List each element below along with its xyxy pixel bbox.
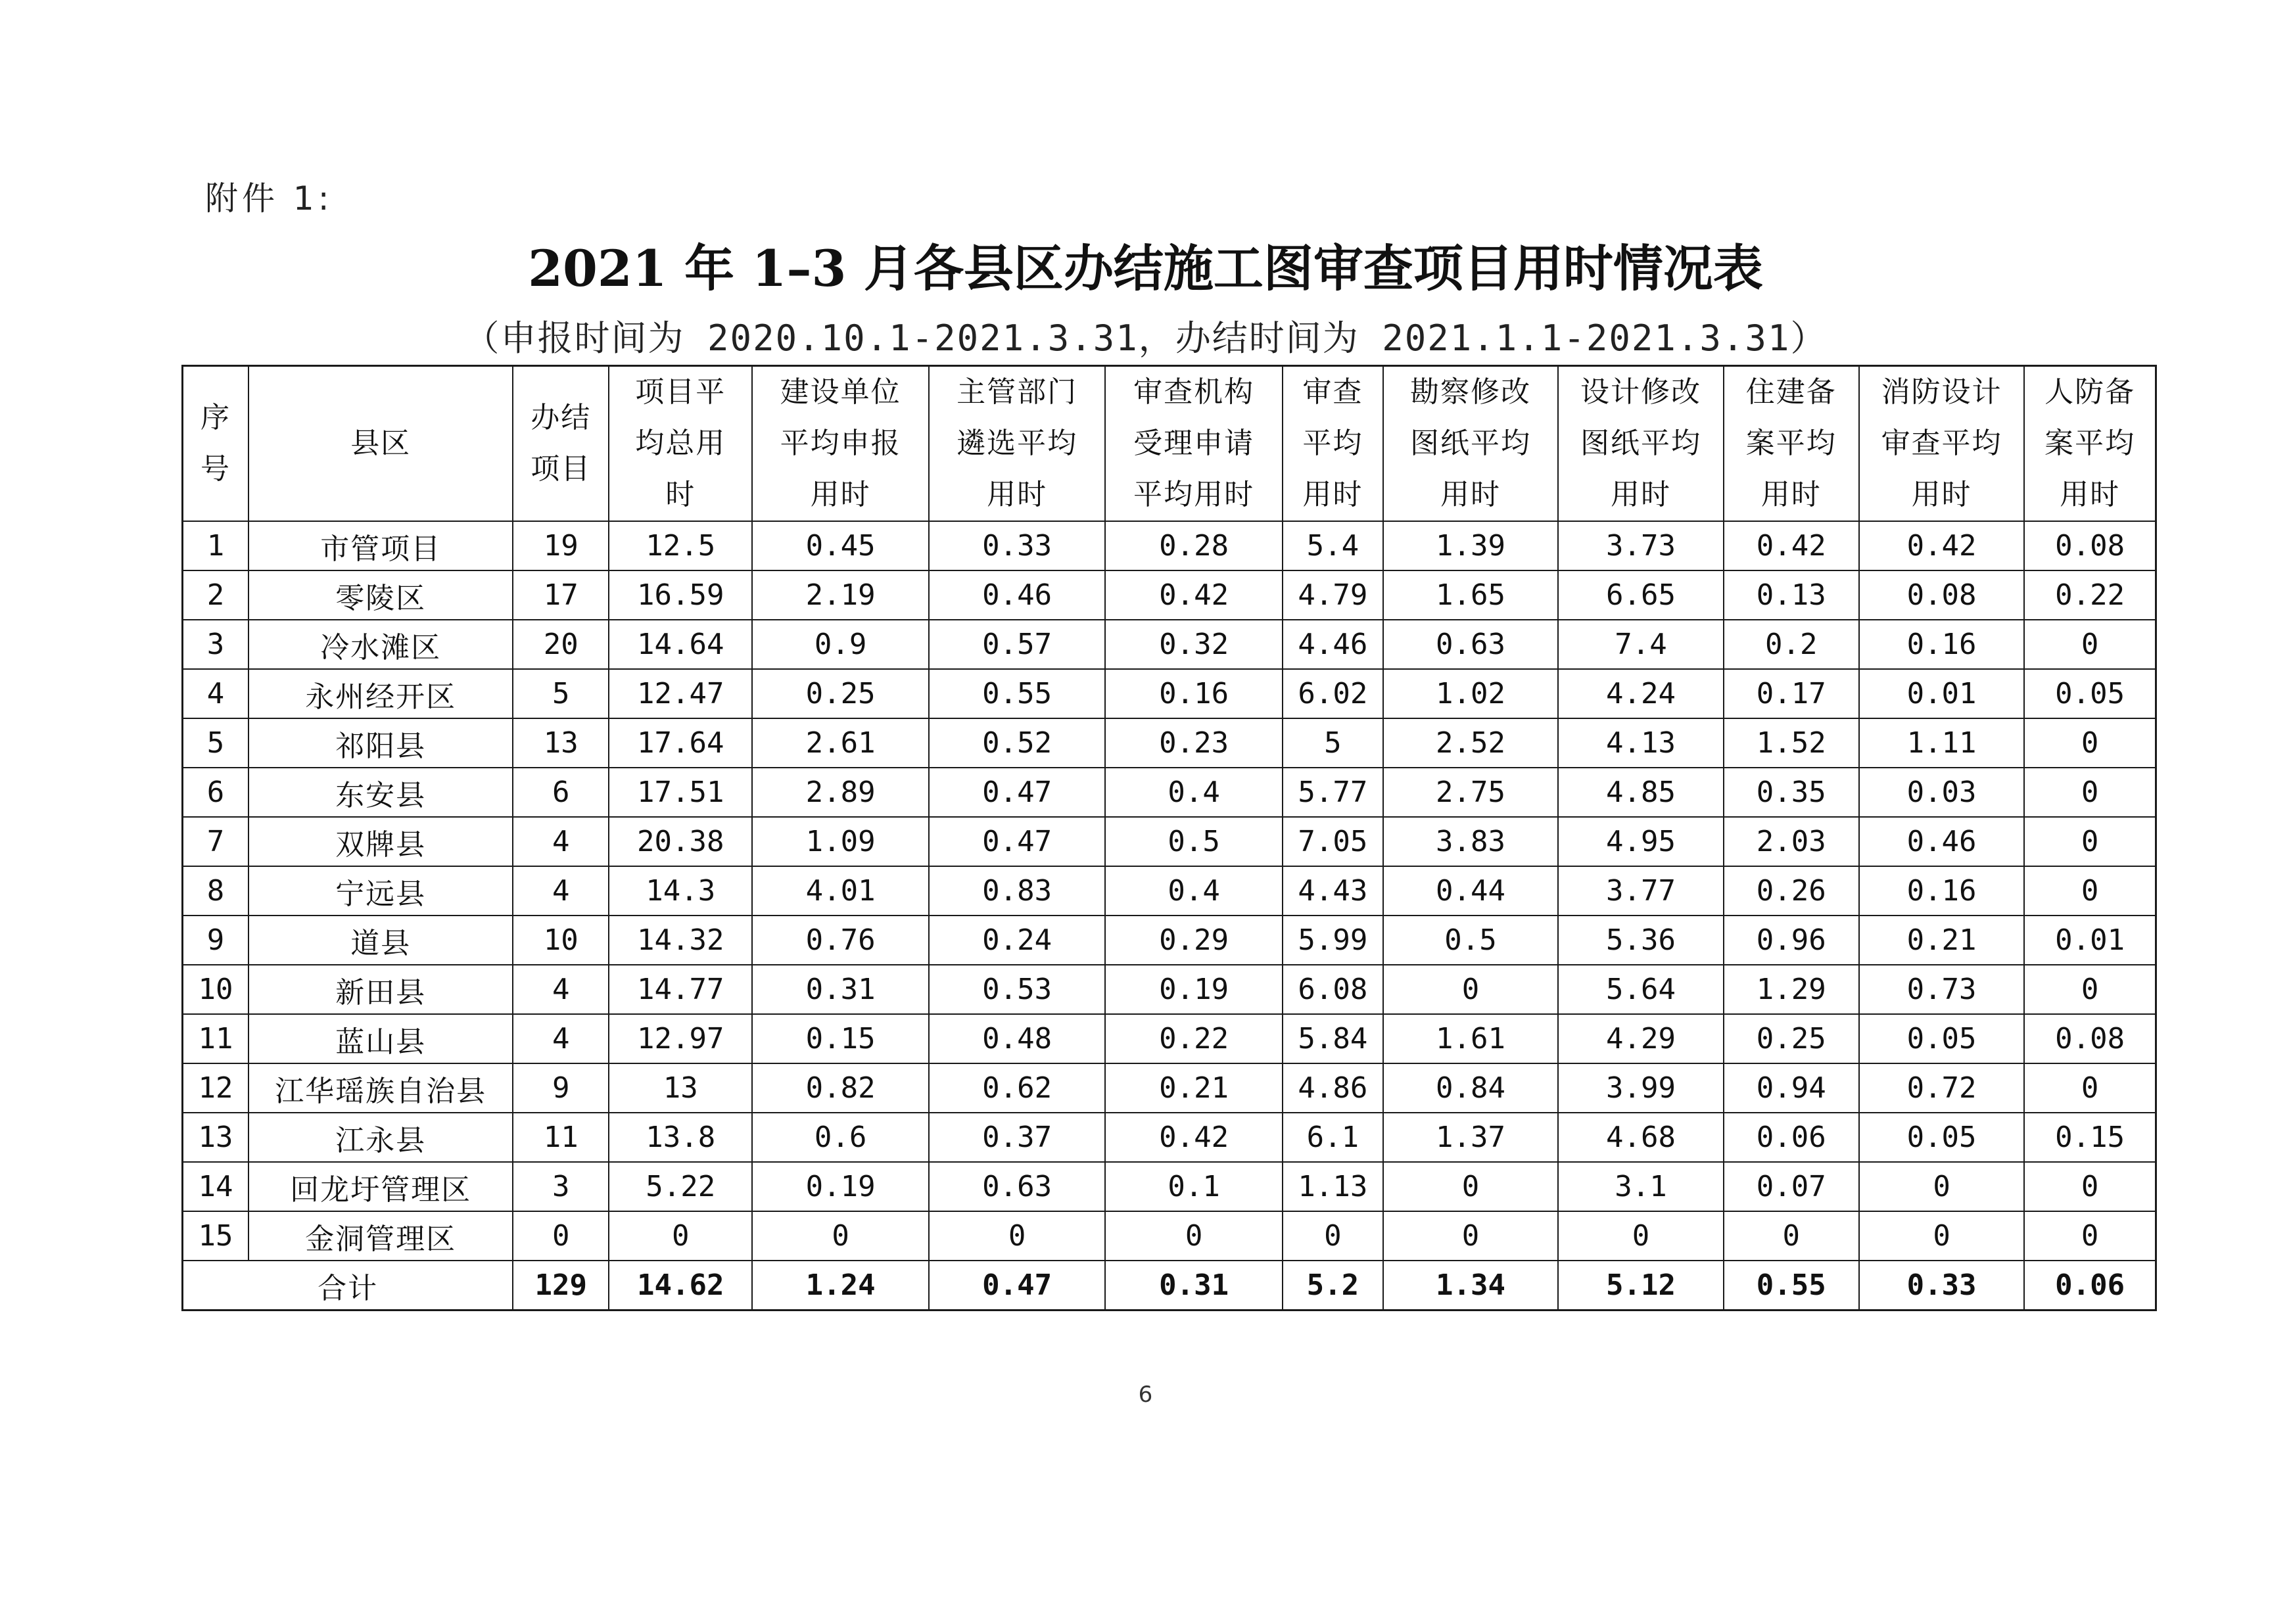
- value-cell: 0.26: [1724, 866, 1859, 916]
- value-cell: 2.19: [752, 570, 929, 620]
- total-value-cell: 1.34: [1383, 1261, 1559, 1311]
- column-header-line: 均总用: [635, 427, 726, 460]
- table-row: [183, 965, 2156, 1014]
- value-cell: 0: [2024, 718, 2156, 768]
- total-row: [183, 1261, 2156, 1311]
- value-cell: 2.75: [1383, 768, 1559, 817]
- value-cell: 4.95: [1558, 817, 1723, 866]
- value-cell: 0.01: [1859, 669, 2024, 718]
- value-cell: 0.52: [929, 718, 1106, 768]
- value-cell: 5: [513, 669, 609, 718]
- value-cell: 2.03: [1724, 817, 1859, 866]
- value-cell: 7.4: [1558, 620, 1723, 669]
- column-header-line: 审查: [1302, 375, 1363, 409]
- value-cell: 0: [1724, 1211, 1859, 1261]
- column-header-line: 用时: [2060, 478, 2121, 511]
- value-cell: 2.89: [752, 768, 929, 817]
- column-header-line: 主管部门: [957, 375, 1078, 409]
- value-cell: 1.52: [1724, 718, 1859, 768]
- value-cell: 0.37: [929, 1113, 1106, 1162]
- table-row: [183, 1014, 2156, 1063]
- value-cell: 1.37: [1383, 1113, 1559, 1162]
- value-cell: 0.47: [929, 768, 1106, 817]
- column-header-line: 勘察修改: [1410, 375, 1532, 409]
- value-cell: 14.64: [609, 620, 752, 669]
- value-cell: 0.4: [1105, 866, 1283, 916]
- row-index-cell: 14: [183, 1162, 249, 1211]
- value-cell: 4.24: [1558, 669, 1723, 718]
- value-cell: 17.64: [609, 718, 752, 768]
- row-index-cell: 11: [183, 1014, 249, 1063]
- value-cell: 5.64: [1558, 965, 1723, 1014]
- county-name-cell: 道县: [248, 916, 513, 965]
- value-cell: 0: [1105, 1211, 1283, 1261]
- column-header-line: 图纸平均: [1410, 427, 1532, 460]
- column-header-line: 审查机构: [1133, 375, 1255, 409]
- value-cell: 0: [1383, 1162, 1559, 1211]
- value-cell: 3.99: [1558, 1063, 1723, 1113]
- value-cell: 0.4: [1105, 768, 1283, 817]
- value-cell: 0.5: [1105, 817, 1283, 866]
- county-name-cell: 新田县: [248, 965, 513, 1014]
- value-cell: 0: [2024, 1162, 2156, 1211]
- column-header-line: 时: [665, 478, 696, 511]
- value-cell: 0.08: [2024, 521, 2156, 570]
- value-cell: 0.05: [2024, 669, 2156, 718]
- value-cell: 4.85: [1558, 768, 1723, 817]
- row-index-cell: 12: [183, 1063, 249, 1113]
- value-cell: 0.76: [752, 916, 929, 965]
- value-cell: 10: [513, 916, 609, 965]
- value-cell: 3.77: [1558, 866, 1723, 916]
- attachment-label: 附件 1:: [205, 179, 333, 218]
- county-name-cell: 祁阳县: [248, 718, 513, 768]
- value-cell: 5.4: [1283, 521, 1383, 570]
- value-cell: 0.1: [1105, 1162, 1283, 1211]
- county-name-cell: 江永县: [248, 1113, 513, 1162]
- column-header-line: 用时: [1302, 478, 1363, 511]
- column-header-line: 平均用时: [1133, 478, 1255, 511]
- statistics-table: [181, 365, 2157, 1311]
- county-name-cell: 双牌县: [248, 817, 513, 866]
- value-cell: 0.44: [1383, 866, 1559, 916]
- column-header-line: 用时: [1610, 478, 1671, 511]
- total-value-cell: 0.33: [1859, 1261, 2024, 1311]
- value-cell: 0.25: [752, 669, 929, 718]
- column-header-line: 消防设计: [1881, 375, 2002, 409]
- column-header-line: 办结: [531, 401, 592, 434]
- column-header-line: 案平均: [2044, 427, 2136, 460]
- value-cell: 0: [2024, 1211, 2156, 1261]
- value-cell: 2.52: [1383, 718, 1559, 768]
- value-cell: 0: [513, 1211, 609, 1261]
- value-cell: 0.5: [1383, 916, 1559, 965]
- table-body: [183, 521, 2156, 1311]
- column-header-line: 人防备: [2044, 375, 2136, 409]
- column-header-line: 建设单位: [780, 375, 901, 409]
- column-header-line: 用时: [1911, 478, 1972, 511]
- value-cell: 0.13: [1724, 570, 1859, 620]
- county-name-cell: 永州经开区: [248, 669, 513, 718]
- value-cell: 0.42: [1105, 570, 1283, 620]
- total-value-cell: 0.06: [2024, 1261, 2156, 1311]
- value-cell: 1.61: [1383, 1014, 1559, 1063]
- value-cell: 0.25: [1724, 1014, 1859, 1063]
- value-cell: 0: [2024, 1063, 2156, 1113]
- value-cell: 5.36: [1558, 916, 1723, 965]
- value-cell: 12.97: [609, 1014, 752, 1063]
- column-header-line: 项目: [531, 452, 592, 486]
- value-cell: 5: [1283, 718, 1383, 768]
- value-cell: 12.47: [609, 669, 752, 718]
- value-cell: 0.62: [929, 1063, 1106, 1113]
- value-cell: 3: [513, 1162, 609, 1211]
- county-name-cell: 回龙圩管理区: [248, 1162, 513, 1211]
- value-cell: 0.2: [1724, 620, 1859, 669]
- row-index-cell: 8: [183, 866, 249, 916]
- value-cell: 0: [1383, 965, 1559, 1014]
- value-cell: 0.16: [1859, 620, 2024, 669]
- table-row: [183, 768, 2156, 817]
- row-index-cell: 9: [183, 916, 249, 965]
- value-cell: 0.03: [1859, 768, 2024, 817]
- column-header-line: 平均: [1302, 427, 1363, 460]
- value-cell: 17.51: [609, 768, 752, 817]
- value-cell: 0.84: [1383, 1063, 1559, 1113]
- value-cell: 0.42: [1724, 521, 1859, 570]
- document-subtitle: （申报时间为 2020.10.1-2021.3.31，办结时间为 2021.1.1-2021.3.31）: [463, 317, 1828, 359]
- value-cell: 4.79: [1283, 570, 1383, 620]
- table-row: [183, 718, 2156, 768]
- value-cell: 0.19: [752, 1162, 929, 1211]
- column-header-line: 用时: [810, 478, 871, 511]
- column-header-line: 设计修改: [1580, 375, 1701, 409]
- column-header: [929, 366, 1106, 522]
- row-index-cell: 13: [183, 1113, 249, 1162]
- value-cell: 0.15: [2024, 1113, 2156, 1162]
- value-cell: 13.8: [609, 1113, 752, 1162]
- county-name-cell: 宁远县: [248, 866, 513, 916]
- value-cell: 0: [929, 1211, 1106, 1261]
- value-cell: 1.29: [1724, 965, 1859, 1014]
- value-cell: 0.35: [1724, 768, 1859, 817]
- column-header: [513, 366, 609, 522]
- value-cell: 0.53: [929, 965, 1106, 1014]
- value-cell: 0.32: [1105, 620, 1283, 669]
- value-cell: 0.16: [1105, 669, 1283, 718]
- value-cell: 0.83: [929, 866, 1106, 916]
- value-cell: 6.1: [1283, 1113, 1383, 1162]
- value-cell: 0.6: [752, 1113, 929, 1162]
- total-value-cell: 129: [513, 1261, 609, 1311]
- value-cell: 0.07: [1724, 1162, 1859, 1211]
- row-index-cell: 6: [183, 768, 249, 817]
- row-index-cell: 10: [183, 965, 249, 1014]
- value-cell: 0.21: [1859, 916, 2024, 965]
- total-value-cell: 0.55: [1724, 1261, 1859, 1311]
- value-cell: 6: [513, 768, 609, 817]
- value-cell: 14.77: [609, 965, 752, 1014]
- value-cell: 0.24: [929, 916, 1106, 965]
- value-cell: 1.65: [1383, 570, 1559, 620]
- total-value-cell: 1.24: [752, 1261, 929, 1311]
- value-cell: 0.17: [1724, 669, 1859, 718]
- county-name-cell: 冷水滩区: [248, 620, 513, 669]
- column-header-line: 受理申请: [1133, 427, 1255, 460]
- value-cell: 0.63: [929, 1162, 1106, 1211]
- value-cell: 0.21: [1105, 1063, 1283, 1113]
- total-label-cell: 合计: [183, 1261, 513, 1311]
- value-cell: 20.38: [609, 817, 752, 866]
- column-header: [1383, 366, 1559, 522]
- column-header-line: 用时: [1760, 478, 1822, 511]
- county-name-cell: 零陵区: [248, 570, 513, 620]
- table-row: [183, 620, 2156, 669]
- value-cell: 0.63: [1383, 620, 1559, 669]
- value-cell: 6.02: [1283, 669, 1383, 718]
- column-header-line: 图纸平均: [1580, 427, 1701, 460]
- document-title: 2021 年 1–3 月各县区办结施工图审查项目用时情况表: [528, 239, 1763, 298]
- column-header-line: 遴选平均: [957, 427, 1078, 460]
- value-cell: 7.05: [1283, 817, 1383, 866]
- value-cell: 1.09: [752, 817, 929, 866]
- column-header: [1558, 366, 1723, 522]
- value-cell: 0: [609, 1211, 752, 1261]
- value-cell: 0.9: [752, 620, 929, 669]
- value-cell: 1.11: [1859, 718, 2024, 768]
- table-row: [183, 1162, 2156, 1211]
- value-cell: 0.22: [2024, 570, 2156, 620]
- value-cell: 5.22: [609, 1162, 752, 1211]
- column-header: [2024, 366, 2156, 522]
- value-cell: 0: [2024, 866, 2156, 916]
- table-row: [183, 1211, 2156, 1261]
- value-cell: 2.61: [752, 718, 929, 768]
- value-cell: 0.33: [929, 521, 1106, 570]
- value-cell: 0.48: [929, 1014, 1106, 1063]
- value-cell: 13: [513, 718, 609, 768]
- table-row: [183, 1063, 2156, 1113]
- value-cell: 4.13: [1558, 718, 1723, 768]
- value-cell: 0.72: [1859, 1063, 2024, 1113]
- value-cell: 0.01: [2024, 916, 2156, 965]
- value-cell: 0.29: [1105, 916, 1283, 965]
- row-index-cell: 7: [183, 817, 249, 866]
- value-cell: 1.39: [1383, 521, 1559, 570]
- page-number: 6: [1138, 1381, 1153, 1408]
- value-cell: 19: [513, 521, 609, 570]
- value-cell: 14.32: [609, 916, 752, 965]
- table-row: [183, 866, 2156, 916]
- column-header-line: 项目平: [635, 375, 726, 409]
- value-cell: 4.01: [752, 866, 929, 916]
- value-cell: 4: [513, 866, 609, 916]
- value-cell: 5.84: [1283, 1014, 1383, 1063]
- value-cell: 0.55: [929, 669, 1106, 718]
- value-cell: 0.05: [1859, 1113, 2024, 1162]
- total-value-cell: 14.62: [609, 1261, 752, 1311]
- value-cell: 3.83: [1383, 817, 1559, 866]
- value-cell: 0.42: [1859, 521, 2024, 570]
- value-cell: 0: [1383, 1211, 1559, 1261]
- value-cell: 0: [1859, 1211, 2024, 1261]
- table-row: [183, 521, 2156, 570]
- value-cell: 11: [513, 1113, 609, 1162]
- value-cell: 0.47: [929, 817, 1106, 866]
- column-header: [248, 366, 513, 522]
- value-cell: 9: [513, 1063, 609, 1113]
- value-cell: 0: [2024, 965, 2156, 1014]
- county-name-cell: 金洞管理区: [248, 1211, 513, 1261]
- total-value-cell: 5.12: [1558, 1261, 1723, 1311]
- value-cell: 5.99: [1283, 916, 1383, 965]
- value-cell: 4.86: [1283, 1063, 1383, 1113]
- column-header: [1105, 366, 1283, 522]
- value-cell: 0.15: [752, 1014, 929, 1063]
- row-index-cell: 15: [183, 1211, 249, 1261]
- value-cell: 0: [2024, 768, 2156, 817]
- value-cell: 0.46: [1859, 817, 2024, 866]
- column-header-line: 号: [201, 452, 231, 486]
- column-header-line: 平均申报: [780, 427, 901, 460]
- column-header-line: 用时: [987, 478, 1048, 511]
- total-value-cell: 5.2: [1283, 1261, 1383, 1311]
- value-cell: 4: [513, 965, 609, 1014]
- value-cell: 4.68: [1558, 1113, 1723, 1162]
- header-row: [183, 366, 2156, 522]
- county-name-cell: 江华瑶族自治县: [248, 1063, 513, 1113]
- value-cell: 0.06: [1724, 1113, 1859, 1162]
- table-row: [183, 1113, 2156, 1162]
- column-header-line: 用时: [1440, 478, 1501, 511]
- value-cell: 1.02: [1383, 669, 1559, 718]
- value-cell: 1.13: [1283, 1162, 1383, 1211]
- value-cell: 0.28: [1105, 521, 1283, 570]
- table-row: [183, 817, 2156, 866]
- value-cell: 3.1: [1558, 1162, 1723, 1211]
- column-header-line: 住建备: [1745, 375, 1837, 409]
- table-row: [183, 916, 2156, 965]
- value-cell: 20: [513, 620, 609, 669]
- table-row: [183, 669, 2156, 718]
- value-cell: 0.16: [1859, 866, 2024, 916]
- value-cell: 0.42: [1105, 1113, 1283, 1162]
- value-cell: 6.65: [1558, 570, 1723, 620]
- value-cell: 14.3: [609, 866, 752, 916]
- county-name-cell: 东安县: [248, 768, 513, 817]
- column-header: [183, 366, 249, 522]
- value-cell: 0.19: [1105, 965, 1283, 1014]
- value-cell: 0: [1859, 1162, 2024, 1211]
- county-name-cell: 市管项目: [248, 521, 513, 570]
- county-name-cell: 蓝山县: [248, 1014, 513, 1063]
- table-row: [183, 570, 2156, 620]
- column-header: [1859, 366, 2024, 522]
- value-cell: 5.77: [1283, 768, 1383, 817]
- row-index-cell: 3: [183, 620, 249, 669]
- value-cell: 0.82: [752, 1063, 929, 1113]
- value-cell: 0.46: [929, 570, 1106, 620]
- value-cell: 0.08: [2024, 1014, 2156, 1063]
- column-header: [752, 366, 929, 522]
- value-cell: 13: [609, 1063, 752, 1113]
- column-header-line: 案平均: [1745, 427, 1837, 460]
- value-cell: 0: [1558, 1211, 1723, 1261]
- total-value-cell: 0.31: [1105, 1261, 1283, 1311]
- column-header: [1283, 366, 1383, 522]
- value-cell: 0.23: [1105, 718, 1283, 768]
- value-cell: 6.08: [1283, 965, 1383, 1014]
- value-cell: 0: [2024, 817, 2156, 866]
- value-cell: 0: [2024, 620, 2156, 669]
- value-cell: 0: [752, 1211, 929, 1261]
- value-cell: 0.45: [752, 521, 929, 570]
- value-cell: 4.46: [1283, 620, 1383, 669]
- value-cell: 4.43: [1283, 866, 1383, 916]
- value-cell: 16.59: [609, 570, 752, 620]
- row-index-cell: 4: [183, 669, 249, 718]
- value-cell: 3.73: [1558, 521, 1723, 570]
- value-cell: 0.31: [752, 965, 929, 1014]
- value-cell: 0.05: [1859, 1014, 2024, 1063]
- value-cell: 0.73: [1859, 965, 2024, 1014]
- value-cell: 17: [513, 570, 609, 620]
- column-header: [609, 366, 752, 522]
- value-cell: 0.96: [1724, 916, 1859, 965]
- value-cell: 0.08: [1859, 570, 2024, 620]
- value-cell: 4: [513, 817, 609, 866]
- column-header-line: 审查平均: [1881, 427, 2002, 460]
- value-cell: 12.5: [609, 521, 752, 570]
- value-cell: 4: [513, 1014, 609, 1063]
- column-header-line: 县区: [350, 427, 412, 460]
- row-index-cell: 1: [183, 521, 249, 570]
- value-cell: 0.94: [1724, 1063, 1859, 1113]
- value-cell: 0.22: [1105, 1014, 1283, 1063]
- value-cell: 0: [1283, 1211, 1383, 1261]
- total-value-cell: 0.47: [929, 1261, 1106, 1311]
- value-cell: 0.57: [929, 620, 1106, 669]
- column-header: [1724, 366, 1859, 522]
- value-cell: 4.29: [1558, 1014, 1723, 1063]
- column-header-line: 序: [201, 401, 231, 434]
- row-index-cell: 5: [183, 718, 249, 768]
- row-index-cell: 2: [183, 570, 249, 620]
